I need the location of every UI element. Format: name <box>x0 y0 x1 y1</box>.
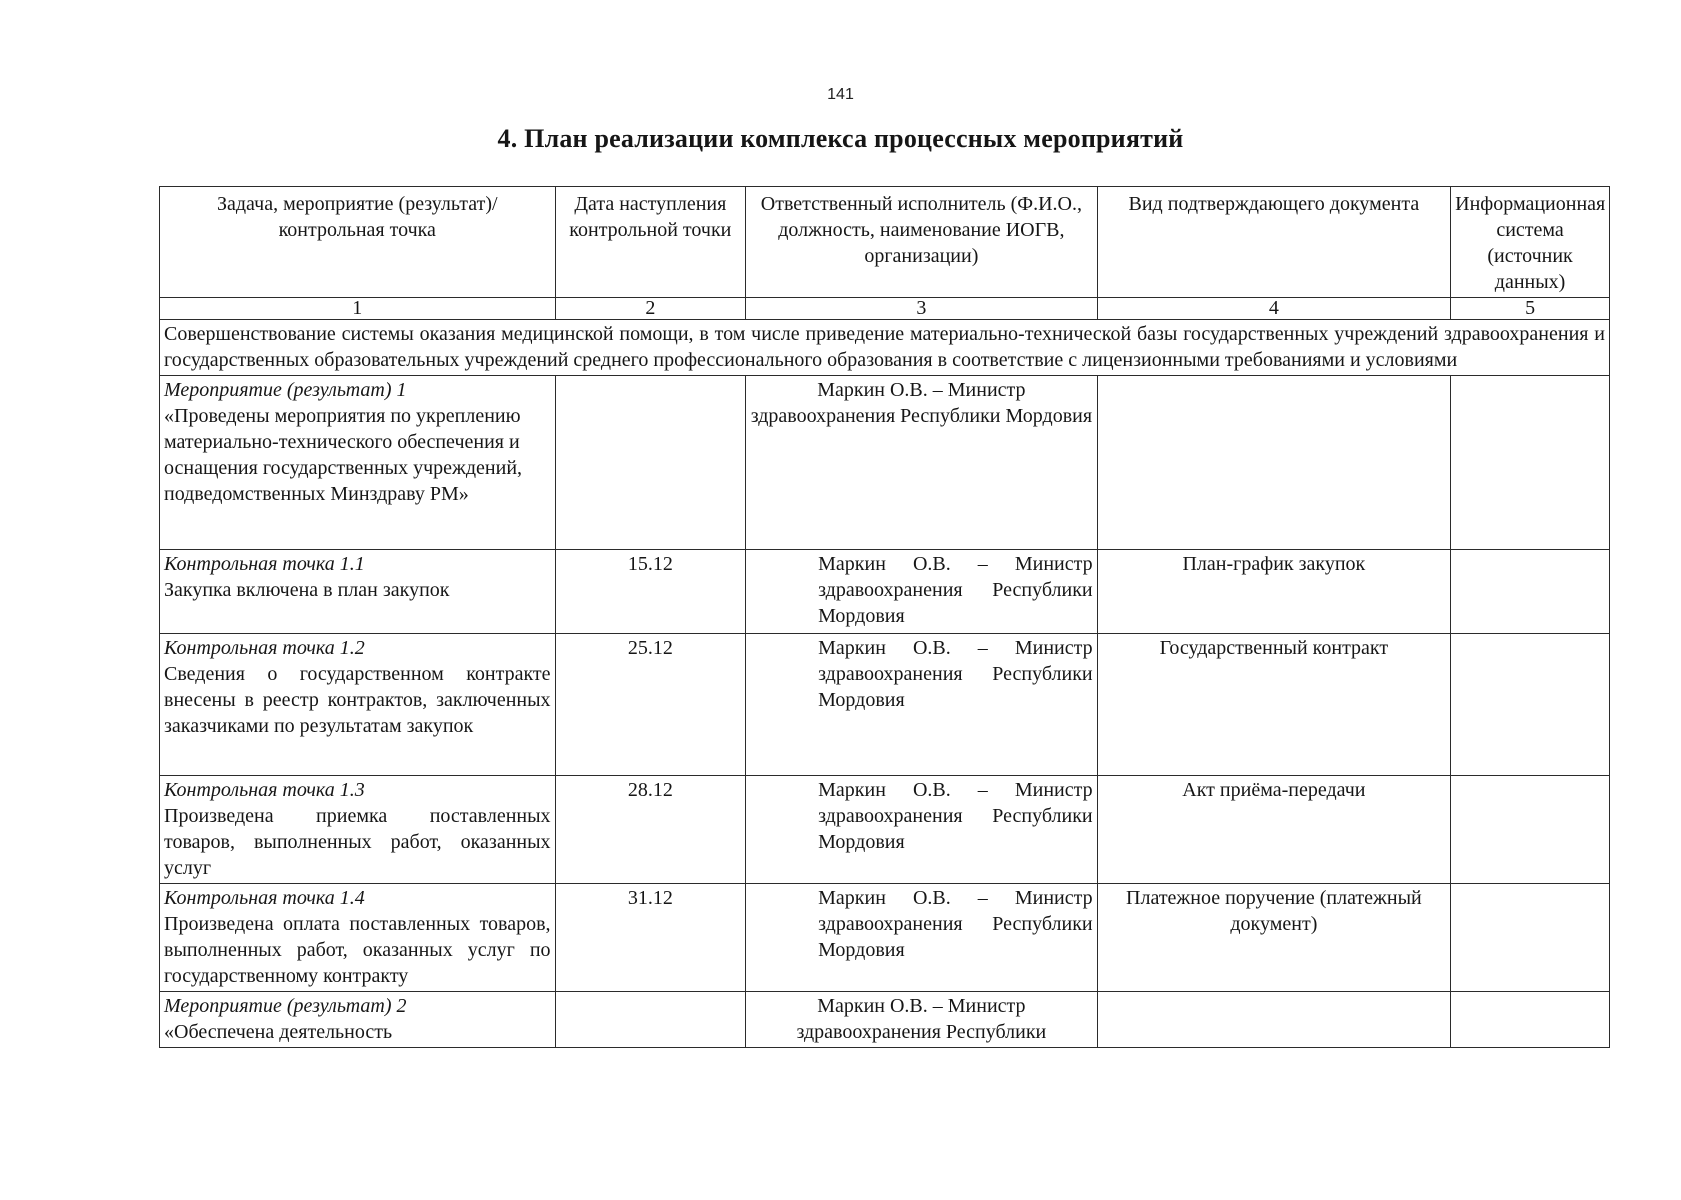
column-number: 2 <box>555 298 746 320</box>
table-row <box>160 550 1610 634</box>
header-task: Задача, мероприятие (результат)/контрольная точка <box>160 187 556 298</box>
responsible-cell <box>746 776 1097 884</box>
control-point-text: Сведения о государственном контракте внесены в реестр контрактов, заключенных заказчиками по результатам закупок <box>164 663 551 737</box>
task-cell <box>160 634 556 776</box>
system-cell <box>1451 776 1610 884</box>
system-cell <box>1451 376 1610 550</box>
responsible-cell: Маркин О.В. – Министр здравоохранения Республики <box>746 992 1097 1048</box>
table-header-row <box>160 187 1610 298</box>
header-responsible: Ответственный исполнитель (Ф.И.О., должность, наименование ИОГВ, организации) <box>746 187 1097 298</box>
responsible-text: Маркин О.В. – Министр здравоохранения Республики Мордовия <box>818 637 1093 711</box>
responsible-cell <box>746 884 1097 992</box>
system-cell <box>1451 550 1610 634</box>
document-cell <box>1097 992 1451 1048</box>
control-point-title: Контрольная точка 1.2 <box>164 637 365 659</box>
header-information-system: Информационная система (источник данных) <box>1451 187 1610 298</box>
column-number: 3 <box>746 298 1097 320</box>
task-cell <box>160 992 556 1048</box>
date-cell: 28.12 <box>555 776 746 884</box>
control-point-text: Произведена приемка поставленных товаров, выполненных работ, оказанных услуг <box>164 805 551 879</box>
responsible-cell: Маркин О.В. – Министр здравоохранения Республики Мордовия <box>746 376 1097 550</box>
task-cell <box>160 776 556 884</box>
task-cell <box>160 376 556 550</box>
table-row <box>160 992 1610 1048</box>
document-cell: Акт приёма-передачи <box>1097 776 1451 884</box>
document-cell: Платежное поручение (платежный документ) <box>1097 884 1451 992</box>
system-cell <box>1451 634 1610 776</box>
column-number: 5 <box>1451 298 1610 320</box>
control-point-title: Контрольная точка 1.4 <box>164 887 365 909</box>
date-cell <box>555 376 746 550</box>
date-cell: 15.12 <box>555 550 746 634</box>
responsible-text: Маркин О.В. – Министр здравоохранения Республики Мордовия <box>818 887 1093 961</box>
date-cell: 25.12 <box>555 634 746 776</box>
responsible-cell <box>746 634 1097 776</box>
date-cell: 31.12 <box>555 884 746 992</box>
responsible-text: Маркин О.В. – Министр здравоохранения Республики Мордовия <box>818 553 1093 627</box>
control-point-title: Контрольная точка 1.1 <box>164 553 365 575</box>
column-number: 1 <box>160 298 556 320</box>
document-cell <box>1097 376 1451 550</box>
document-cell: Государственный контракт <box>1097 634 1451 776</box>
system-cell <box>1451 884 1610 992</box>
event-title: Мероприятие (результат) 2 <box>164 995 407 1017</box>
section-title: Совершенствование системы оказания медицинской помощи, в том числе приведение материально-технической базы государственных учреждений здравоохранения и государственных образовательных учреждений среднего профессионального образования в соответствие с лицензионными требованиями и условиями <box>160 320 1610 376</box>
date-cell <box>555 992 746 1048</box>
table-row <box>160 776 1610 884</box>
event-title: Мероприятие (результат) 1 <box>164 379 407 401</box>
document-cell: План-график закупок <box>1097 550 1451 634</box>
responsible-text: Маркин О.В. – Министр здравоохранения Республики Мордовия <box>818 779 1093 853</box>
event-text: «Обеспечена деятельность <box>164 1021 393 1043</box>
task-cell <box>160 884 556 992</box>
event-text: «Проведены мероприятия по укреплению материально-технического обеспечения и оснащения государственных учреждений, подведомственных Минздраву РМ» <box>164 405 523 505</box>
column-number-row <box>160 298 1610 320</box>
header-document: Вид подтверждающего документа <box>1097 187 1451 298</box>
table-row <box>160 376 1610 550</box>
task-cell <box>160 550 556 634</box>
column-number: 4 <box>1097 298 1451 320</box>
control-point-text: Закупка включена в план закупок <box>164 579 450 601</box>
table-row <box>160 884 1610 992</box>
table-row <box>160 634 1610 776</box>
implementation-plan-table <box>159 186 1610 1048</box>
control-point-title: Контрольная точка 1.3 <box>164 779 365 801</box>
system-cell <box>1451 992 1610 1048</box>
document-title: 4. План реализации комплекса процессных мероприятий <box>497 124 1184 153</box>
responsible-cell <box>746 550 1097 634</box>
page-number: 141 <box>827 86 854 103</box>
control-point-text: Произведена оплата поставленных товаров, выполненных работ, оказанных услуг по государственному контракту <box>164 913 551 987</box>
section-row <box>160 320 1610 376</box>
header-date: Дата наступления контрольной точки <box>555 187 746 298</box>
